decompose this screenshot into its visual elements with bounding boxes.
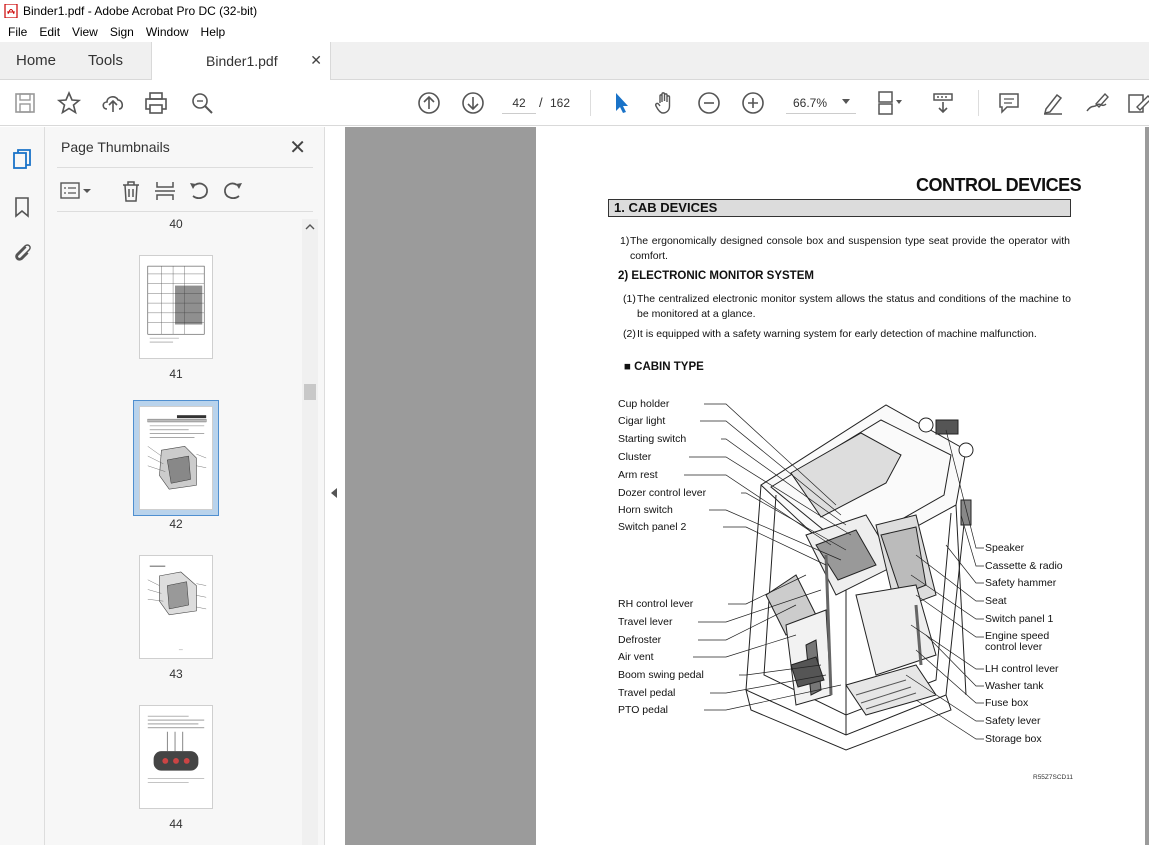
upload-icon[interactable]: [100, 90, 126, 116]
chevron-left-icon: [331, 488, 337, 498]
callout-engine-speed-control-lever: Engine speed control lever: [985, 630, 1050, 653]
thumb-page-number: 42: [169, 517, 183, 531]
zoom-value: 66.7%: [793, 96, 828, 110]
zoom-select[interactable]: [786, 90, 856, 114]
arrow-down-icon[interactable]: [460, 90, 486, 116]
close-tab-icon[interactable]: ✕: [310, 52, 322, 68]
thumbnail-page-42[interactable]: [139, 406, 213, 510]
tab-bar: [0, 42, 1149, 80]
callout-boom-swing-pedal: Boom swing pedal: [618, 669, 704, 681]
callout-washer-tank: Washer tank: [985, 680, 1044, 692]
callout-arm-rest: Arm rest: [618, 469, 658, 481]
menu-help[interactable]: Help: [200, 25, 226, 39]
zoom-in-icon[interactable]: [740, 90, 766, 116]
print-icon[interactable]: [143, 90, 169, 116]
callout-lh-control-lever: LH control lever: [985, 663, 1059, 675]
callout-cluster: Cluster: [618, 451, 652, 463]
tab-home[interactable]: Home: [16, 52, 57, 69]
left-rail: [0, 127, 45, 845]
toolbar: [0, 80, 1149, 126]
attachment-icon[interactable]: [10, 240, 34, 264]
zoom-out-icon[interactable]: [696, 90, 722, 116]
tab-tools[interactable]: Tools: [88, 52, 124, 69]
menu-file[interactable]: File: [8, 25, 28, 39]
toolbar-divider: [978, 90, 979, 116]
callout-travel-lever: Travel lever: [618, 616, 673, 628]
trash-icon[interactable]: [119, 179, 143, 203]
tab-document[interactable]: [151, 42, 331, 81]
bookmark-icon[interactable]: [10, 195, 34, 219]
thumb-page-number: 41: [169, 367, 183, 381]
callout-air-vent: Air vent: [618, 651, 654, 663]
cursor-icon[interactable]: [608, 90, 634, 116]
tab-document-label: Binder1.pdf: [206, 53, 278, 69]
callout-storage-box: Storage box: [985, 733, 1042, 745]
item-number: (1): [623, 293, 636, 305]
thumbnail-page-41[interactable]: [139, 255, 213, 359]
callout-cup-holder: Cup holder: [618, 398, 670, 410]
item-number: 1): [620, 235, 630, 247]
toolbar-divider: [590, 90, 591, 116]
panel-title: Page Thumbnails: [61, 139, 170, 155]
callout-cigar-light: Cigar light: [618, 415, 666, 427]
scroll-mode-icon[interactable]: [930, 90, 956, 116]
page-heading: CONTROL DEVICES: [916, 175, 1082, 195]
callout-switch-panel-1: Switch panel 1: [985, 613, 1054, 625]
figure-code: R55Z7SCD11: [1033, 774, 1073, 781]
callout-safety-lever: Safety lever: [985, 715, 1041, 727]
options-menu-icon[interactable]: [59, 179, 83, 203]
page-thumbnails-icon[interactable]: [10, 147, 34, 171]
panel-divider: [57, 211, 313, 212]
edit-icon[interactable]: [1126, 90, 1149, 116]
item-number: (2): [623, 328, 636, 340]
subheading-cabin-type: ■ CABIN TYPE: [624, 361, 704, 373]
paragraph-2: The centralized electronic monitor system allows the status and conditions of the machine to be monitored at a glance.: [637, 293, 1071, 320]
callout-pto-pedal: PTO pedal: [618, 704, 669, 716]
pdf-icon: [4, 4, 18, 18]
extract-pages-icon[interactable]: [153, 179, 177, 203]
chevron-down-icon: [842, 99, 850, 104]
title-bar: [0, 0, 1149, 22]
menu-edit[interactable]: Edit: [39, 25, 61, 39]
total-pages: 162: [550, 96, 571, 110]
thumbnails-panel: [45, 127, 325, 845]
zoom-search-icon[interactable]: [189, 90, 215, 116]
section-heading: 1. CAB DEVICES: [608, 199, 1071, 217]
rotate-left-icon[interactable]: [187, 179, 211, 203]
hand-icon[interactable]: [652, 90, 678, 116]
callout-rh-control-lever: RH control lever: [618, 598, 694, 610]
menu-view[interactable]: View: [72, 25, 98, 39]
window-title: Binder1.pdf - Adobe Acrobat Pro DC (32-bit): [23, 4, 258, 18]
callout-cassette-radio: Cassette & radio: [985, 560, 1063, 572]
callout-starting-switch: Starting switch: [618, 433, 687, 445]
page-separator: /: [539, 95, 543, 110]
comment-icon[interactable]: [996, 90, 1022, 116]
callout-seat: Seat: [985, 595, 1007, 607]
collapse-panel-button[interactable]: [325, 127, 345, 845]
scrollbar-thumb[interactable]: [304, 384, 316, 400]
callout-speaker: Speaker: [985, 542, 1025, 554]
menu-window[interactable]: Window: [145, 25, 189, 39]
scroll-up-icon: [305, 223, 315, 231]
callout-fuse-box: Fuse box: [985, 697, 1029, 709]
menu-sign[interactable]: Sign: [109, 25, 134, 39]
arrow-up-icon[interactable]: [416, 90, 442, 116]
thumb-page-number: 43: [169, 667, 183, 681]
thumbnail-page-43[interactable]: [139, 555, 213, 659]
rotate-right-icon[interactable]: [221, 179, 245, 203]
callout-safety-hammer: Safety hammer: [985, 577, 1057, 589]
menu-bar: [0, 22, 1149, 42]
subheading-monitor-system: 2) ELECTRONIC MONITOR SYSTEM: [618, 270, 814, 282]
highlight-icon[interactable]: [1040, 90, 1066, 116]
save-icon[interactable]: [12, 90, 38, 116]
callout-dozer-control-lever: Dozer control lever: [618, 487, 707, 499]
pdf-page: [536, 127, 1145, 845]
page-number-input[interactable]: [502, 92, 536, 114]
panel-divider: [57, 167, 313, 168]
paragraph-1: The ergonomically designed console box and suspension type seat provide the operator with comfort.: [630, 235, 1070, 262]
thumbnail-page-44[interactable]: [139, 705, 213, 809]
close-icon[interactable]: ✕: [289, 137, 306, 159]
thumbnail-scrollbar[interactable]: [302, 219, 318, 845]
paragraph-3: It is equipped with a safety warning system for early detection of machine malfunction.: [637, 328, 1037, 340]
callout-switch-panel-2: Switch panel 2: [618, 521, 687, 533]
sign-icon[interactable]: [1084, 90, 1110, 116]
callout-horn-switch: Horn switch: [618, 504, 673, 516]
callout-travel-pedal: Travel pedal: [618, 687, 676, 699]
thumb-page-number: 44: [169, 817, 183, 831]
callout-defroster: Defroster: [618, 634, 662, 646]
fit-page-icon[interactable]: [876, 90, 902, 116]
star-icon[interactable]: [56, 90, 82, 116]
thumb-page-number: 40: [169, 217, 183, 231]
